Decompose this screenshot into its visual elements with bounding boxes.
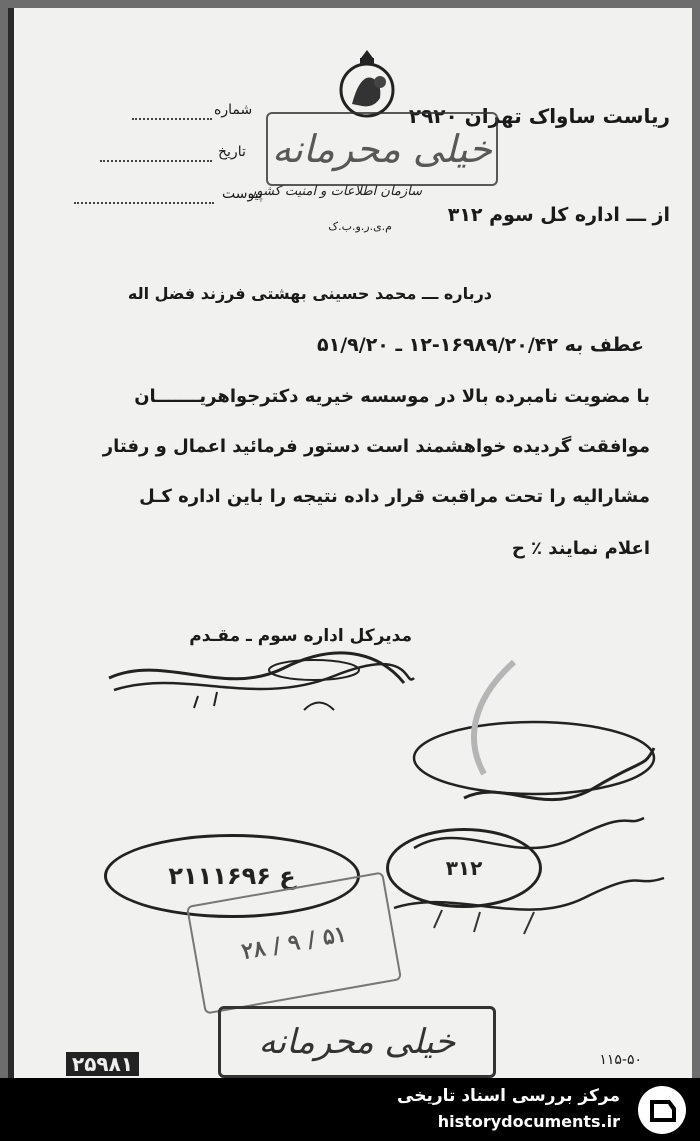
from-line: از ـــ اداره کل سوم ۳۱۲	[447, 204, 670, 226]
archive-name: مرکز بررسی اسناد تاریخی	[397, 1086, 620, 1106]
archive-footer	[0, 1078, 700, 1141]
oval-stamp-right: ۳۱۲	[386, 828, 542, 908]
date-label: تاریخ	[218, 144, 246, 160]
classification-stamp-top: خیلی محرمانه	[266, 112, 498, 186]
body-line-1: با مضویت نامبرده بالا در موسسه خیریه دکترجواهریـــــــان	[134, 386, 650, 407]
reference-line: عطف به ۱۶۹۸۹/۲۰/۴۲-۱۲ ـ ۵۱/۹/۲۰	[317, 334, 644, 356]
number-label: شماره	[214, 102, 253, 118]
faint-stroke-icon	[454, 658, 534, 778]
enclosure-dots	[74, 202, 214, 204]
side-number: ۲۵۹۸۱	[66, 1052, 139, 1076]
archive-url[interactable]: historydocuments.ir	[437, 1112, 620, 1131]
number-dots	[132, 118, 212, 120]
form-code: ۱۱۵-۵۰	[599, 1052, 642, 1068]
enclosure-label: پیوست	[222, 186, 263, 202]
document-page	[8, 8, 692, 1133]
oval-stamp-left: ۲۱۱۱۶۹۶ ع	[104, 834, 360, 918]
organization-line: سازمان اطلاعات و امنیت کشور	[249, 184, 422, 199]
agency-line: ریاست ساواک تهران ۲۹۲۰	[408, 104, 670, 128]
body-line-2: موافقت گردیده خواهشمند است دستور فرمائید اعمال و رفتار	[102, 436, 650, 457]
body-line-4: اعلام نمایند ٪ ح	[511, 538, 650, 559]
signatory-line: مدیرکل اداره سوم ـ مقـدم	[189, 626, 412, 646]
date-stamp-box: ۵۱ / ۹ / ۲۸	[186, 871, 402, 1014]
body-line-3: مشارالیه را تحت مراقبت قرار داده نتیجه را باین اداره کـل	[139, 486, 650, 507]
subject-line: درباره ـــ محمد حسینی بهشتی فرزند فضل اله	[127, 284, 492, 303]
classification-stamp-bottom: خیلی محرمانه	[218, 1006, 496, 1078]
archive-logo-icon	[636, 1084, 688, 1136]
ref-code: م.ی.ر.و.ب.ک	[328, 220, 392, 233]
date-dots	[100, 160, 212, 162]
